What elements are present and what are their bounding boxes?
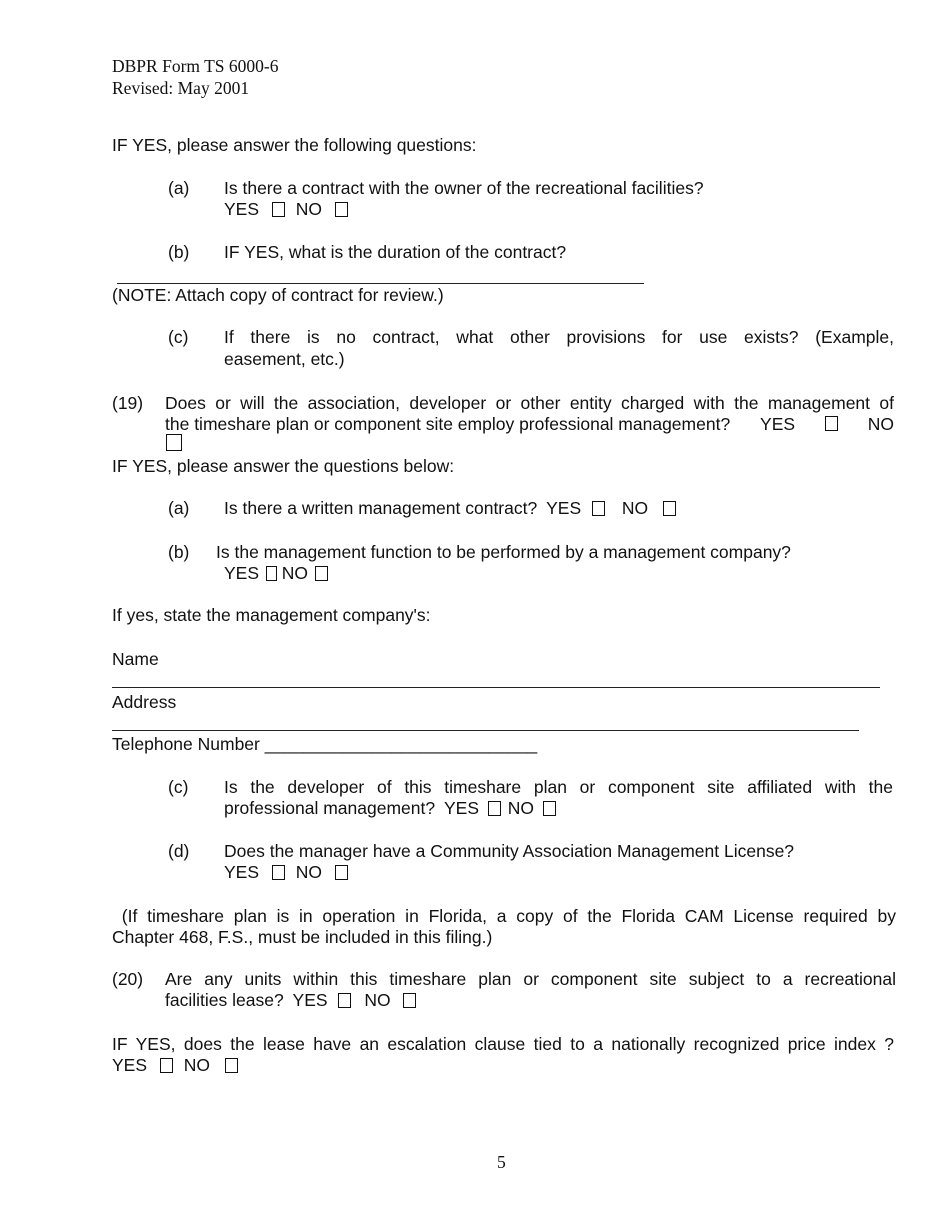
q18-b-label: (b) xyxy=(168,242,190,262)
q18-a-label: (a) xyxy=(168,178,190,198)
yes-label: YES xyxy=(112,1055,148,1075)
no-label: NO xyxy=(295,199,323,219)
q19-line1: Does or will the association, developer or other entity charged with the management of xyxy=(165,393,894,413)
escalation-no-checkbox[interactable] xyxy=(225,1058,238,1073)
q19-if-yes: If yes, state the management company's: xyxy=(112,605,431,625)
q19-d-yes-checkbox[interactable] xyxy=(272,865,285,880)
q19-number: (19) xyxy=(112,393,144,413)
q19-line2: the timeshare plan or component site employ professional management? xyxy=(165,414,731,434)
name-label: Name xyxy=(112,649,159,669)
q18-a-yes-checkbox[interactable] xyxy=(272,202,285,217)
no-label: NO xyxy=(507,798,535,818)
q19-line2-row xyxy=(165,414,894,435)
q20-number: (20) xyxy=(112,969,144,989)
q18-a-text: Is there a contract with the owner of the recreational facilities? xyxy=(224,178,704,198)
no-label: NO xyxy=(364,990,391,1010)
q19-c-row xyxy=(224,798,556,819)
q19-a-label: (a) xyxy=(168,498,190,518)
yes-label: YES xyxy=(443,798,480,818)
no-label: NO xyxy=(867,414,894,434)
q18-c-label: (c) xyxy=(168,327,189,347)
q19-intro: IF YES, please answer the questions below: xyxy=(112,456,455,476)
cam-note-line1: (If timeshare plan is in operation in Florida, a copy of the Florida CAM License required by xyxy=(112,906,896,926)
q19-no-checkbox[interactable] xyxy=(166,434,182,451)
q20-row xyxy=(165,990,416,1011)
q19-c-no-checkbox[interactable] xyxy=(543,801,556,816)
q19-b-yes-checkbox[interactable] xyxy=(266,566,277,581)
q20-line2: facilities lease? xyxy=(165,990,284,1010)
yes-label: YES xyxy=(224,199,260,219)
yes-label: YES xyxy=(224,563,260,583)
no-label: NO xyxy=(621,498,649,518)
q19-a-row xyxy=(224,498,676,519)
revised-date: Revised: May 2001 xyxy=(112,78,250,98)
q19-c-line2: professional management? xyxy=(224,798,436,818)
q19-c-label: (c) xyxy=(168,777,189,797)
yes-label: YES xyxy=(224,862,260,882)
phone-input-line[interactable]: ____________________________ xyxy=(264,734,538,754)
q18-a-answer xyxy=(224,199,348,220)
escalation-answer xyxy=(112,1055,238,1076)
q18-intro: IF YES, please answer the following questions: xyxy=(112,135,477,155)
phone-row xyxy=(112,734,537,755)
q18-a-no-checkbox[interactable] xyxy=(335,202,348,217)
phone-label: Telephone Number xyxy=(112,734,260,754)
no-label: NO xyxy=(295,862,323,882)
address-label: Address xyxy=(112,692,177,712)
q19-d-no-checkbox[interactable] xyxy=(335,865,348,880)
q18-c-line1: If there is no contract, what other provisions for use exists? (Example, xyxy=(224,327,894,347)
escalation-yes-checkbox[interactable] xyxy=(160,1058,173,1073)
q19-d-answer xyxy=(224,862,348,883)
q19-d-text: Does the manager have a Community Association Management License? xyxy=(224,841,795,861)
yes-label: YES xyxy=(546,498,582,518)
q19-a-text: Is there a written management contract? xyxy=(224,498,538,518)
q19-a-no-checkbox[interactable] xyxy=(663,501,676,516)
q19-d-label: (d) xyxy=(168,841,190,861)
q20-no-checkbox[interactable] xyxy=(403,993,416,1008)
q18-b-text: IF YES, what is the duration of the contract? xyxy=(224,242,567,262)
form-id: DBPR Form TS 6000-6 xyxy=(112,56,279,76)
q19-yes-checkbox[interactable] xyxy=(825,416,838,431)
name-input-line[interactable] xyxy=(112,687,880,688)
no-label: NO xyxy=(281,563,309,583)
q19-c-yes-checkbox[interactable] xyxy=(488,801,501,816)
q19-b-no-checkbox[interactable] xyxy=(315,566,328,581)
yes-label: YES xyxy=(760,414,796,434)
cam-note-line2: Chapter 468, F.S., must be included in this filing.) xyxy=(112,927,493,947)
escalation-question: IF YES, does the lease have an escalation clause tied to a nationally recognized price index ? xyxy=(112,1034,894,1054)
q20-line1: Are any units within this timeshare plan or component site subject to a recreational xyxy=(165,969,896,989)
yes-label: YES xyxy=(292,990,328,1010)
q20-yes-checkbox[interactable] xyxy=(338,993,351,1008)
contract-duration-line[interactable] xyxy=(117,283,644,284)
q19-b-text: Is the management function to be performed by a management company? xyxy=(216,542,791,562)
q19-no-checkbox-wrap xyxy=(166,433,182,454)
q18-c-line2: easement, etc.) xyxy=(224,349,345,369)
q19-c-line1: Is the developer of this timeshare plan or component site affiliated with the xyxy=(224,777,893,797)
page-number: 5 xyxy=(497,1152,506,1172)
address-input-line[interactable] xyxy=(112,730,859,731)
q19-b-answer xyxy=(224,563,328,584)
q19-a-yes-checkbox[interactable] xyxy=(592,501,605,516)
q18-note: (NOTE: Attach copy of contract for review.) xyxy=(112,285,444,305)
no-label: NO xyxy=(183,1055,211,1075)
q19-b-label: (b) xyxy=(168,542,190,562)
